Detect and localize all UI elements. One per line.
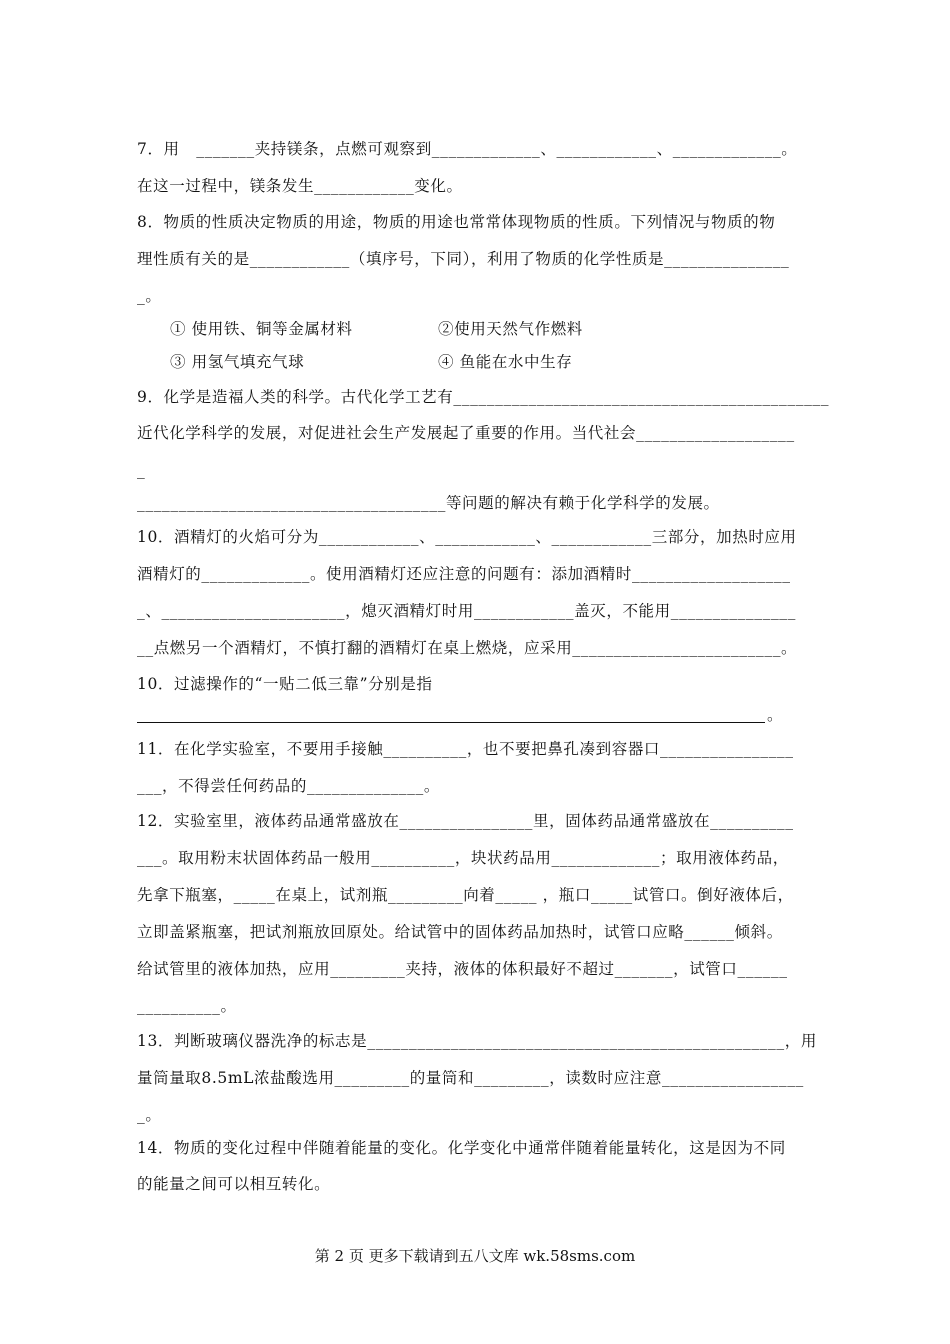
q12-line-4: 立即盖紧瓶塞，把试剂瓶放回原处。给试管中的固体药品加热时，试管口应略______倾斜。: [137, 923, 783, 941]
q9-line-1: 9．化学是造福人类的科学。古代化学工艺有_____________________________________________: [137, 388, 830, 406]
q12-line-1: 12．实验室里，液体药品通常盛放在________________里，固体药品通常盛放在__________: [137, 812, 794, 830]
answer-rule: [137, 722, 765, 723]
q8-option-4: ④ 鱼能在水中生存: [438, 353, 573, 371]
q12-line-2: ___。取用粉末状固体药品一般用__________，块状药品用_____________；取用液体药品，: [137, 849, 789, 867]
q8-option-3: ③ 用氢气填充气球: [170, 353, 305, 371]
q14-line-2: 的能量之间可以相互转化。: [137, 1175, 331, 1193]
q12-line-3: 先拿下瓶塞，_____在桌上，试剂瓶_________向着_____ ，瓶口_____试管口。倒好液体后，: [137, 886, 794, 904]
q9-line-3: _: [137, 461, 146, 479]
q14-line-1: 14．物质的变化过程中伴随着能量的变化。化学变化中通常伴随着能量转化，这是因为不同: [137, 1139, 786, 1157]
q12-line-5: 给试管里的液体加热，应用_________夹持，液体的体积最好不超过_______，试管口______: [137, 960, 788, 978]
q8-line-3: _。: [137, 287, 162, 305]
q13-line-1: 13．判断玻璃仪器洗净的标志是__________________________________________________，用: [137, 1032, 817, 1050]
q8-option-2: ②使用天然气作燃料: [438, 320, 583, 338]
q8-line-2: 理性质有关的是____________（填序号，下同），利用了物质的化学性质是_______________: [137, 250, 790, 268]
page-footer: 第 2 页 更多下载请到五八文库 wk.58sms.com: [314, 1247, 636, 1265]
q10-line-4: __点燃另一个酒精灯，不慎打翻的酒精灯在桌上燃烧，应采用_________________________。: [137, 639, 798, 657]
q9-line-2: 近代化学科学的发展，对促进社会生产发展起了重要的作用。当代社会___________________: [137, 424, 795, 442]
q13-line-2: 量筒量取8.5mL浓盐酸选用_________的量筒和_________，读数时应注意_________________: [137, 1069, 804, 1087]
q10b-answer-line: [137, 704, 783, 726]
q10-line-2: 酒精灯的_____________。使用酒精灯还应注意的问题有：添加酒精时___________________: [137, 565, 791, 583]
q12-line-6: __________。: [137, 997, 237, 1015]
q13-line-3: _。: [137, 1106, 162, 1124]
q10b-end-mark: 。: [767, 706, 783, 724]
q10-line-3: _、______________________，熄灭酒精灯时用____________盖灭，不能用_______________: [137, 602, 797, 620]
q9-line-4: _____________________________________等问题的解决有赖于化学科学的发展。: [137, 494, 720, 512]
q10-line-1: 10．酒精灯的火焰可分为____________、____________、____________三部分，加热时应用: [137, 528, 797, 546]
q8-option-1: ① 使用铁、铜等金属材料: [170, 320, 353, 338]
q7-line-2: 在这一过程中，镁条发生____________变化。: [137, 177, 463, 195]
q7-line-1: 7．用 _______夹持镁条，点燃可观察到_____________、____________、_____________。: [137, 140, 798, 158]
q8-line-1: 8．物质的性质决定物质的用途，物质的用途也常常体现物质的性质。下列情况与物质的物: [137, 213, 776, 231]
q11-line-1: 11．在化学实验室，不要用手接触__________，也不要把鼻孔凑到容器口________________: [137, 740, 794, 758]
q11-line-2: ___，不得尝任何药品的______________。: [137, 777, 440, 795]
q10b-line-1: 10．过滤操作的“一贴二低三靠”分别是指: [137, 675, 433, 693]
